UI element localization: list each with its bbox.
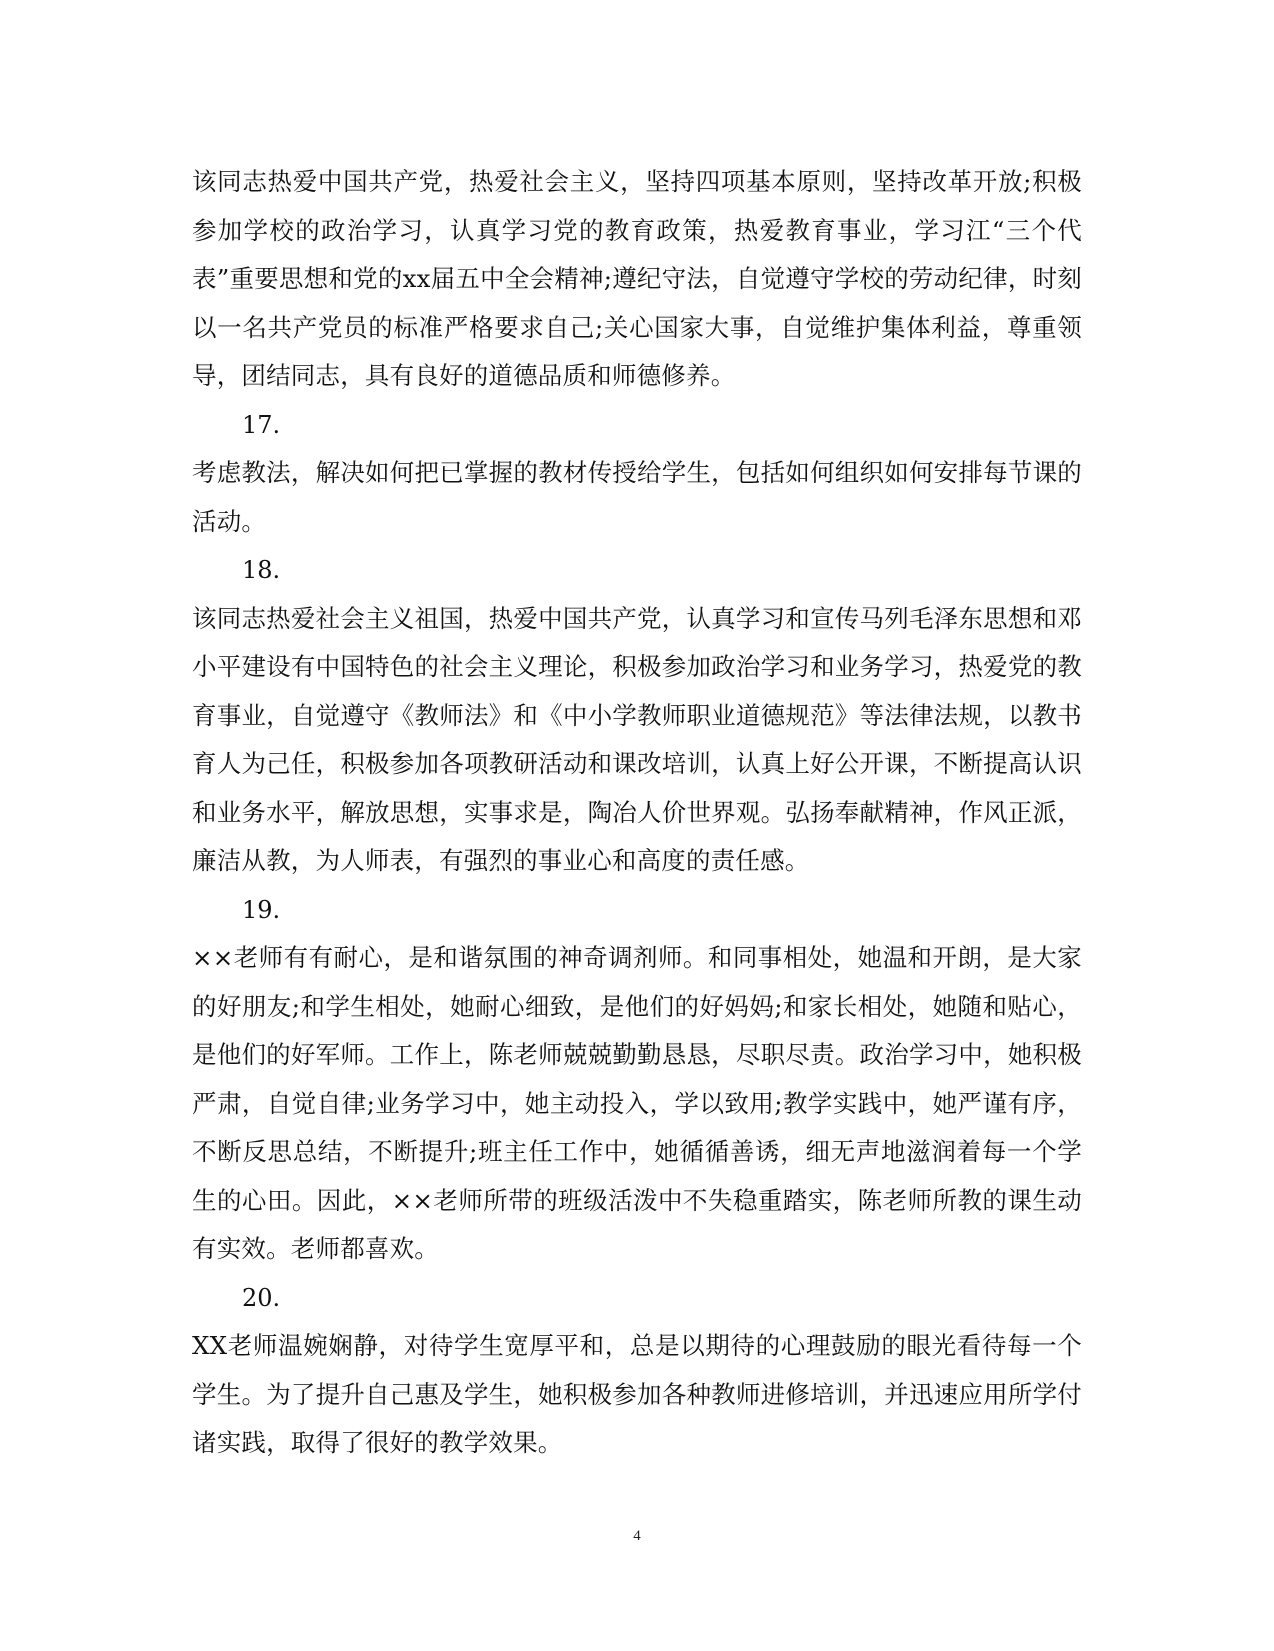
document-body [192, 158, 1082, 1468]
item-number-19: 19. [242, 895, 281, 924]
item-number-20: 20. [242, 1283, 281, 1312]
item-number-17: 17. [242, 410, 281, 439]
page-number: 4 [633, 1528, 641, 1544]
paragraph-16: 该同志热爱中国共产党，热爱社会主义，坚持四项基本原则，坚持改革开放;积极参加学校的政治学习，认真学习党的教育政策，热爱教育事业，学习江“三个代表”重要思想和党的xx届五中全会精神;遵纪守法，自觉遵守学校的劳动纪律，时刻以一名共产党员的标准严格要求自己;关心国家大事，自觉维护集体利益，尊重领导，团结同志，具有良好的道德品质和师德修养。 [192, 167, 1082, 390]
paragraph-18: 该同志热爱社会主义祖国，热爱中国共产党，认真学习和宣传马列毛泽东思想和邓小平建设有中国特色的社会主义理论，积极参加政治学习和业务学习，热爱党的教育事业，自觉遵守《教师法》和《中小学教师职业道德规范》等法律法规，以教书育人为己任，积极参加各项教研活动和课改培训，认真上好公开课，不断提高认识和业务水平，解放思想，实事求是，陶冶人价世界观。弘扬奉献精神，作风正派，廉洁从教，为人师表，有强烈的事业心和高度的责任感。 [192, 603, 1082, 875]
item-number-18: 18. [242, 556, 281, 584]
paragraph-19: ××老师有有耐心，是和谐氛围的神奇调剂师。和同事相处，她温和开朗，是大家的好朋友;和学生相处，她耐心细致，是他们的好妈妈;和家长相处，她随和贴心，是他们的好军师。工作上，陈老师兢兢勤勤恳恳，尽职尽责。政治学习中，她积极严肃，自觉自律;业务学习中，她主动投入，学以致用;教学实践中，她严谨有序，不断反思总结，不断提升;班主任工作中，她循循善诱，细无声地滋润着每一个学生的心田。因此，××老师所带的班级活泼中不失稳重踏实，陈老师所教的课生动有实效。老师都喜欢。 [192, 943, 1082, 1263]
paragraph-20: XX老师温婉娴静，对待学生宽厚平和，总是以期待的心理鼓励的眼光看待每一个学生。为了提升自己惠及学生，她积极参加各种教师进修培训，并迅速应用所学付诸实践，取得了很好的教学效果。 [192, 1331, 1082, 1457]
paragraph-17: 考虑教法，解决如何把已掌握的教材传授给学生，包括如何组织如何安排每节课的活动。 [192, 458, 1082, 536]
